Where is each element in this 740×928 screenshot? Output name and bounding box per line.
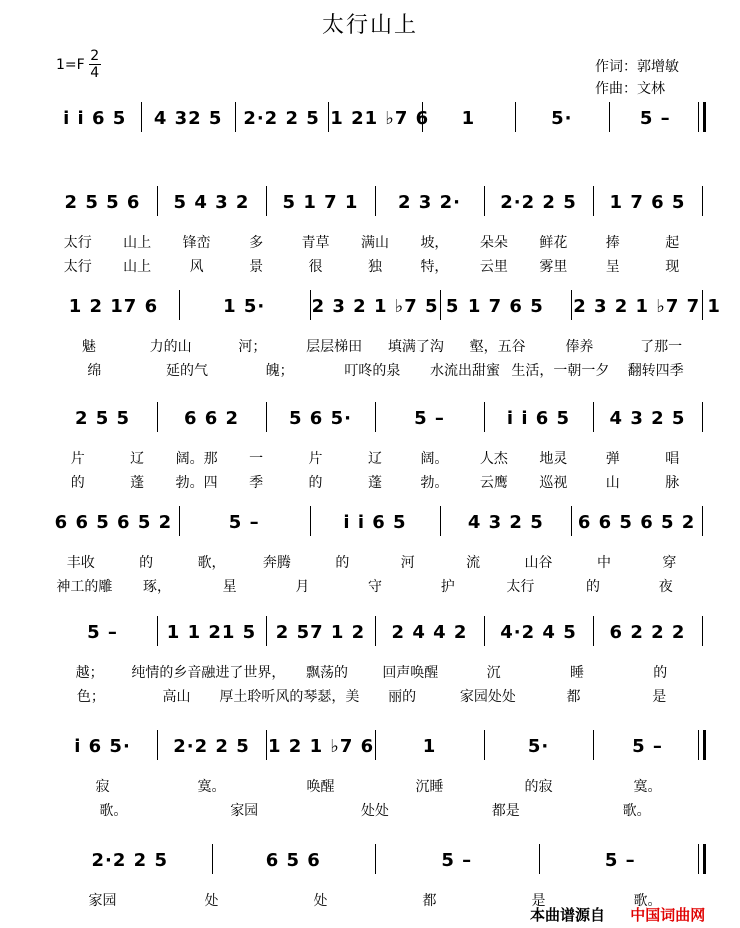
lyric-word: 勃。四 [175, 475, 218, 491]
bar-line [593, 186, 594, 216]
measure: 2·2 2 5 [243, 107, 320, 129]
bar-line [266, 402, 267, 432]
bar-line [422, 102, 423, 132]
measure: 2 57 1 2 [275, 621, 366, 643]
bar-line [266, 730, 267, 760]
bar-line [593, 616, 594, 646]
bar-line [702, 506, 703, 536]
lyric-word: 太行 [63, 259, 92, 275]
bar-line [702, 290, 703, 320]
measure: 1 21 ♭7 6 [330, 107, 430, 129]
lyric-word: 河 [400, 555, 415, 571]
bar-line [157, 730, 158, 760]
lyric-word: 穿 [662, 555, 677, 571]
lyric-word: 丰收 [66, 555, 95, 571]
lyric-word: 奔腾 [262, 555, 291, 571]
lyric-word: 多 [249, 235, 264, 251]
bar-line [157, 616, 158, 646]
lyric-word: 弹 [605, 451, 620, 467]
lyric-word: 山 [605, 475, 620, 491]
lyric-word: 流 [466, 555, 481, 571]
lyric-word: 越； [75, 665, 104, 681]
lyric-word: 呈 [605, 259, 620, 275]
footer-source: 本曲谱源自 [530, 906, 606, 924]
lyric-word: 河； [238, 339, 267, 355]
measure: i i 6 5 [63, 107, 127, 129]
bar-line [266, 616, 267, 646]
lyric-word: 辽 [130, 451, 145, 467]
lyric-word: 蓬 [130, 475, 145, 491]
lyric-word: 歌， [197, 555, 226, 571]
lyric-word: 水流出甜蜜 [430, 363, 501, 379]
lyric-word: 回声唤醒 [382, 665, 439, 681]
measure: 4 3 2 5 [609, 407, 686, 429]
measure: 2 5 5 [74, 407, 131, 429]
bar-line [235, 102, 236, 132]
measure: 1 [461, 107, 476, 129]
measure: 6 5 6 [265, 849, 321, 871]
lyric-word: 山谷 [524, 555, 553, 571]
lyric-word: 的 [139, 555, 154, 571]
lyric-word: 季 [249, 475, 264, 491]
lyric-word: 处 [204, 893, 219, 909]
lyric-word: 云里 [479, 259, 508, 275]
measure: 5· [551, 107, 573, 129]
measure: 2 4 4 2 [391, 621, 468, 643]
lyric-word: 的 [653, 665, 668, 681]
lyric-word: 片 [308, 451, 323, 467]
lyric-word: 填满了沟 [387, 339, 444, 355]
measure: 5 – [604, 849, 636, 871]
lyric-word: 云鹰 [479, 475, 508, 491]
lyric-word: 山上 [123, 259, 152, 275]
lyric-line [48, 576, 702, 594]
lyric-word: 现 [665, 259, 680, 275]
measure: 1 2 17 6 [68, 295, 159, 317]
measure: 2·2 2 5 [173, 735, 250, 757]
measure: 4·2 4 5 [500, 621, 577, 643]
lyric-word: 绵 [87, 363, 102, 379]
lyric-word: 叮咚的泉 [344, 363, 401, 379]
notation-row [48, 292, 721, 320]
measure: i i 6 5 [506, 407, 571, 429]
measure: 2 3 2 1 ♭7 5 5 [311, 295, 460, 317]
measure: 5 1 7 1 [282, 191, 359, 213]
lyric-word: 青草 [301, 235, 330, 251]
bar-line [484, 402, 485, 432]
bar-line [375, 186, 376, 216]
bar-line [593, 402, 594, 432]
lyric-word: 歌。 [633, 893, 662, 909]
lyric-word: 寞。 [197, 779, 226, 795]
lyric-word: 夜 [658, 579, 673, 595]
bar-line [440, 290, 441, 320]
notation-row [48, 508, 702, 536]
composer-credit: 作曲：文林 [595, 81, 665, 97]
lyric-word: 一 [249, 451, 264, 467]
measure: 6 6 2 [183, 407, 240, 429]
lyric-line [48, 552, 702, 570]
lyric-word: 都 [422, 893, 437, 909]
lyric-word: 山上 [123, 235, 152, 251]
bar-line [375, 616, 376, 646]
bar-line [212, 844, 213, 874]
lyric-word: 勃。 [420, 475, 449, 491]
lyric-word: 月 [295, 579, 310, 595]
lyric-word: 唱 [665, 451, 680, 467]
bar-line [310, 506, 311, 536]
lyric-word: 太行 [506, 579, 535, 595]
lyric-word: 魄； [265, 363, 294, 379]
notation-row [48, 732, 702, 760]
measure: 5 – [228, 511, 260, 533]
lyric-word: 起 [665, 235, 680, 251]
measure: 2 3 2· [398, 191, 461, 213]
key-signature [56, 48, 101, 81]
lyric-word: 朵朵 [479, 235, 508, 251]
lyric-word: 纯情的乡音融进了世界， [131, 665, 286, 681]
lyric-word: 歌。 [622, 803, 651, 819]
bar-line [179, 506, 180, 536]
lyric-word: 辽 [367, 451, 382, 467]
lyric-word: 处 [313, 893, 328, 909]
bar-line [157, 186, 158, 216]
bar-line [702, 186, 703, 216]
lyric-line [48, 232, 702, 250]
measure: 5 – [639, 107, 671, 129]
measure: 6 2 2 2 [609, 621, 686, 643]
measure: 6 6 5 6 5 2 [54, 511, 173, 533]
time-signature [89, 48, 101, 81]
lyric-line [48, 360, 702, 378]
bar-line [539, 844, 540, 874]
lyric-word: 雾里 [539, 259, 568, 275]
lyric-line [48, 256, 702, 274]
repeat-bar-line [698, 102, 706, 132]
notation-row [48, 404, 702, 432]
lyric-word: 满山 [360, 235, 389, 251]
bar-line [702, 616, 703, 646]
measure: 2 5 5 6 [64, 191, 141, 213]
lyric-word: 唤醒 [306, 779, 335, 795]
lyric-word: 沉 [486, 665, 501, 681]
lyric-word: 丽的 [388, 689, 417, 705]
lyric-word: 的 [335, 555, 350, 571]
measure: 5 – [632, 735, 663, 757]
measure: 5· [527, 735, 550, 757]
lyric-line [48, 686, 702, 704]
notation-row [48, 846, 702, 874]
lyric-word: 片 [70, 451, 85, 467]
bar-line [310, 290, 311, 320]
bar-line [484, 730, 485, 760]
lyric-word: 琢， [143, 579, 171, 595]
lyric-word: 高山 [162, 689, 191, 705]
measure: 6 6 5 6 5 2 [577, 511, 696, 533]
measure: 2·2 2 5 [500, 191, 577, 213]
bar-line [440, 506, 441, 536]
measure: 5 – [414, 407, 445, 429]
bar-line [571, 506, 572, 536]
lyric-word: 厚土聆听风的琴瑟，美 [219, 689, 360, 705]
lyric-word: 巡视 [539, 475, 568, 491]
lyric-word: 景 [249, 259, 264, 275]
notation-row [48, 618, 702, 646]
repeat-bar-line [698, 844, 706, 874]
footer [530, 904, 705, 925]
measure: 1 7 6 5 [609, 191, 686, 213]
lyric-word: 睡 [569, 665, 584, 681]
bar-line [328, 102, 329, 132]
lyric-word: 力的山 [149, 339, 192, 355]
lyric-word: 魅 [81, 339, 96, 355]
lyric-word: 坡， [420, 235, 449, 251]
measure: 1 5· [223, 295, 266, 317]
lyric-line [48, 800, 702, 818]
lyric-word: 俸养 [565, 339, 594, 355]
lyric-word: 很 [308, 259, 323, 275]
lyric-word: 风 [189, 259, 204, 275]
measure: 1 2 1 ♭7 6 [268, 735, 375, 757]
lyric-word: 蓬 [367, 475, 382, 491]
lyric-word: 的 [70, 475, 85, 491]
lyric-word: 的 [308, 475, 323, 491]
time-signature-top: 2 [90, 48, 100, 64]
bar-line [484, 616, 485, 646]
lyric-word: 锋峦 [182, 235, 211, 251]
bar-line [609, 102, 610, 132]
measure: 1 [422, 735, 437, 757]
lyricist-credit: 作词：郭增敏 [595, 59, 679, 75]
lyric-word: 的 [586, 579, 601, 595]
repeat-bar-line [698, 730, 706, 760]
lyric-word: 家园 [230, 803, 259, 819]
measure: 5 – [441, 849, 473, 871]
measure: 5 4 3 2 [173, 191, 250, 213]
lyric-word: 壑，五谷 [469, 339, 526, 355]
lyric-word: 寞。 [633, 779, 662, 795]
lyric-word: 阔。那 [175, 451, 218, 467]
lyric-word: 色； [76, 689, 105, 705]
bar-line [375, 730, 376, 760]
lyric-line [48, 662, 702, 680]
lyric-word: 家园 [88, 893, 117, 909]
lyric-word: 脉 [665, 475, 680, 491]
measure: i i 6 5 [343, 511, 407, 533]
bar-line [571, 290, 572, 320]
lyric-word: 都 [566, 689, 581, 705]
lyric-word: 中 [596, 555, 611, 571]
lyric-word: 独 [367, 259, 382, 275]
measure: i 6 5· [74, 735, 131, 757]
lyric-word: 守 [368, 579, 383, 595]
lyric-line [48, 776, 702, 794]
bar-line [484, 186, 485, 216]
lyric-word: 都是 [491, 803, 520, 819]
lyric-word: 特， [420, 259, 449, 275]
measure: 5 6 5· [289, 407, 352, 429]
lyric-word: 翻转四季 [627, 363, 684, 379]
page-title: 太行山上 [321, 13, 418, 38]
bar-line [515, 102, 516, 132]
lyric-word: 延的气 [166, 363, 208, 379]
lyric-word: 飘荡的 [305, 665, 348, 681]
bar-line [179, 290, 180, 320]
lyric-word: 寂 [95, 779, 110, 795]
measure: 4 3 2 5 [467, 511, 544, 533]
measure: 1 1 21 5 [166, 621, 257, 643]
lyric-word: 鲜花 [539, 235, 568, 251]
lyric-word: 捧 [605, 235, 620, 251]
lyric-word: 沉睡 [415, 779, 444, 795]
lyric-word: 是 [531, 893, 546, 909]
lyric-line [48, 448, 702, 466]
lyric-word: 生活，一朝一夕 [511, 363, 610, 379]
lyric-word: 太行 [63, 235, 92, 251]
bar-line [375, 844, 376, 874]
key-label: 1=F [56, 56, 85, 73]
lyric-word: 是 [652, 689, 667, 705]
lyric-word: 星 [222, 579, 237, 595]
bar-line [702, 402, 703, 432]
credits [595, 56, 679, 100]
notation-row [48, 104, 702, 132]
measure: 2·2 2 5 [91, 849, 168, 871]
measure: 1 7 6 5 [467, 295, 544, 317]
time-signature-bottom: 4 [90, 65, 100, 81]
bar-line [157, 402, 158, 432]
lyric-word: 歌。 [99, 803, 128, 819]
lyric-line [48, 472, 702, 490]
measure: 2 3 2 1 ♭7 7 1 [573, 295, 721, 317]
lyric-word: 层层梯田 [306, 339, 363, 355]
lyric-word: 处处 [360, 803, 389, 819]
bar-line [375, 402, 376, 432]
lyric-word: 家园处处 [459, 689, 516, 705]
lyric-line [48, 336, 702, 354]
notation-row [48, 188, 702, 216]
footer-site-link[interactable]: 中国词曲网 [630, 906, 706, 924]
lyric-word: 地灵 [539, 451, 568, 467]
lyric-word: 护 [440, 579, 455, 595]
lyric-word: 神工的雕 [56, 579, 113, 595]
bar-line [266, 186, 267, 216]
lyric-word: 阔。 [420, 451, 449, 467]
lyric-word: 的寂 [524, 779, 553, 795]
bar-line [593, 730, 594, 760]
lyric-word: 了那一 [640, 339, 683, 355]
lyric-word: 人杰 [479, 451, 508, 467]
bar-line [141, 102, 142, 132]
measure: 5 – [87, 621, 118, 643]
measure: 4 32 5 [153, 107, 223, 129]
